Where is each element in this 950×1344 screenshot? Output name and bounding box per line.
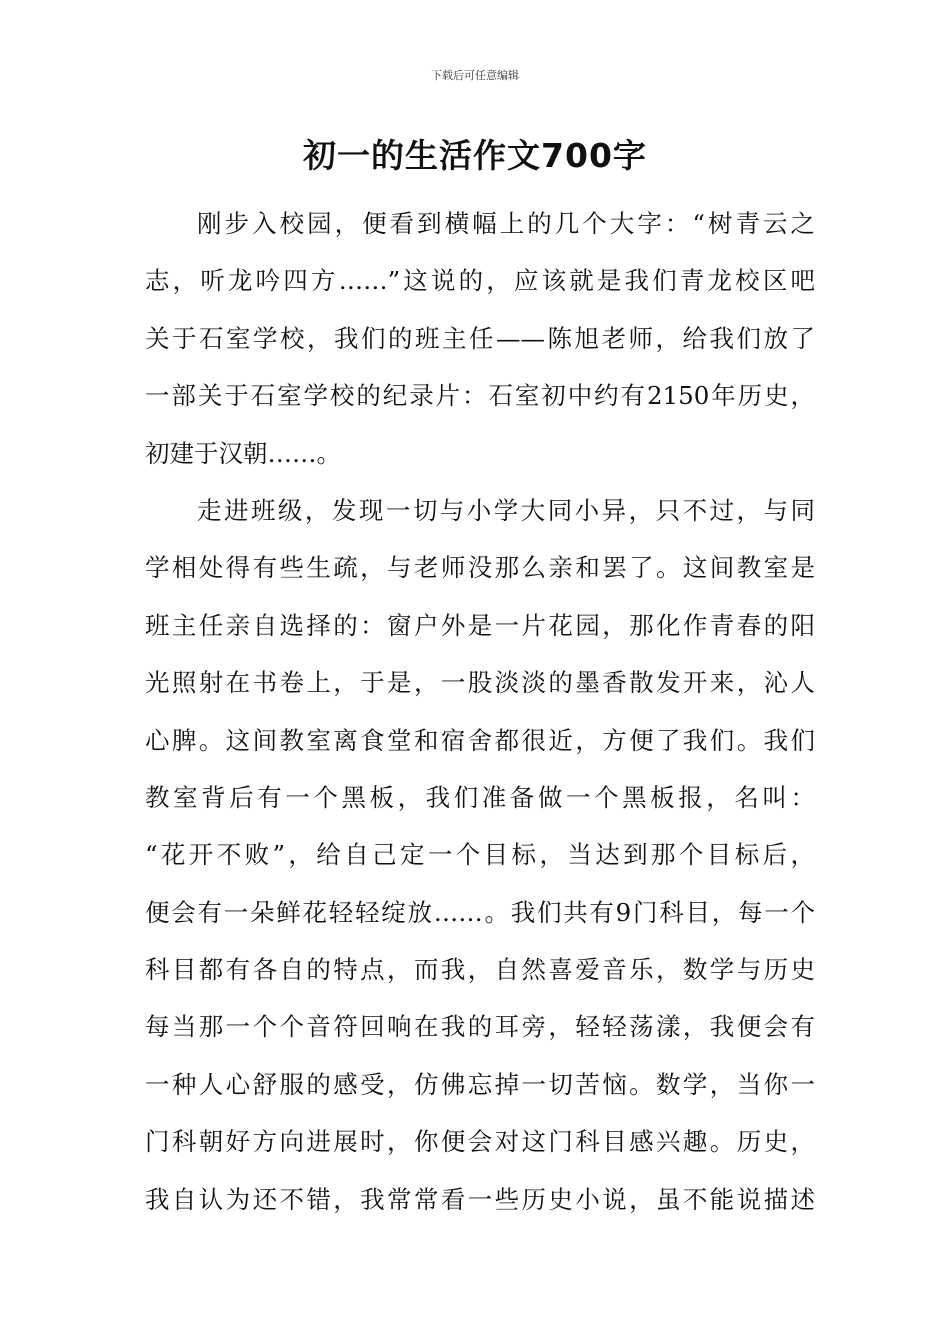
text-line-content: 光照射在书卷上，于是，一股淡淡的墨香散发开来，沁人 — [145, 668, 815, 698]
text-line — [145, 1007, 815, 1064]
text-line-content: 门科朝好方向进展时，你便会对这门科目感兴趣。历史， — [145, 1127, 815, 1157]
text-line-content: “花开不败”，给自己定一个目标，当达到那个目标后， — [145, 840, 815, 870]
text-line-content: 我自认为还不错，我常常看一些历史小说，虽不能说描述 — [145, 1184, 815, 1214]
text-line — [145, 893, 815, 950]
text-line — [145, 1180, 815, 1237]
text-line-content: 一种人心舒服的感受，仿佛忘掉一切苦恼。数学，当你一 — [145, 1069, 815, 1099]
text-line — [145, 778, 815, 835]
text-line — [145, 663, 815, 720]
text-line-content: 关于石室学校，我们的班主任——陈旭老师，给我们放了 — [145, 323, 815, 353]
document-title: 初一的生活作文700字 — [303, 136, 647, 175]
text-line-content: 班主任亲自选择的：窗户外是一片花园，那化作青春的阳 — [145, 610, 815, 640]
text-line-content: 刚步入校园，便看到横幅上的几个大字：“树青云之 — [197, 209, 815, 238]
text-line-content: 初建于汉朝……。 — [145, 438, 341, 468]
text-line-content: 每当那一个个音符回响在我的耳旁，轻轻荡漾，我便会有 — [145, 1012, 815, 1042]
text-line-content: 一部关于石室学校的纪录片：石室初中约有2150年历史， — [145, 381, 815, 411]
text-line-content: 便会有一朵鲜花轻轻绽放……。我们共有9门科目，每一个 — [145, 897, 815, 927]
text-line — [145, 319, 815, 376]
text-line — [145, 606, 815, 663]
text-line — [145, 721, 815, 778]
text-line — [145, 1122, 815, 1179]
header-note: 下载后可任意编辑 — [431, 69, 519, 82]
text-line-content: 走进班级，发现一切与小学大同小异，只不过，与同 — [197, 495, 815, 525]
text-line — [145, 1065, 815, 1122]
article-body — [145, 204, 815, 1237]
text-line-content: 学相处得有些生疏，与老师没那么亲和罢了。这间教室是 — [145, 553, 815, 583]
text-line-content: 教室背后有一个黑板，我们准备做一个黑板报，名叫： — [145, 782, 815, 812]
text-line — [145, 548, 815, 605]
text-line — [145, 434, 815, 491]
text-line — [145, 950, 815, 1007]
text-line — [145, 204, 815, 261]
text-line — [145, 491, 815, 548]
text-line — [145, 261, 815, 318]
text-line-content: 志，听龙吟四方……”这说的，应该就是我们青龙校区吧 — [145, 266, 815, 296]
text-line — [145, 376, 815, 433]
text-line — [145, 835, 815, 892]
text-line-content: 科目都有各自的特点，而我，自然喜爱音乐，数学与历史 — [145, 955, 815, 985]
text-line-content: 心脾。这间教室离食堂和宿舍都很近，方便了我们。我们 — [145, 725, 815, 755]
